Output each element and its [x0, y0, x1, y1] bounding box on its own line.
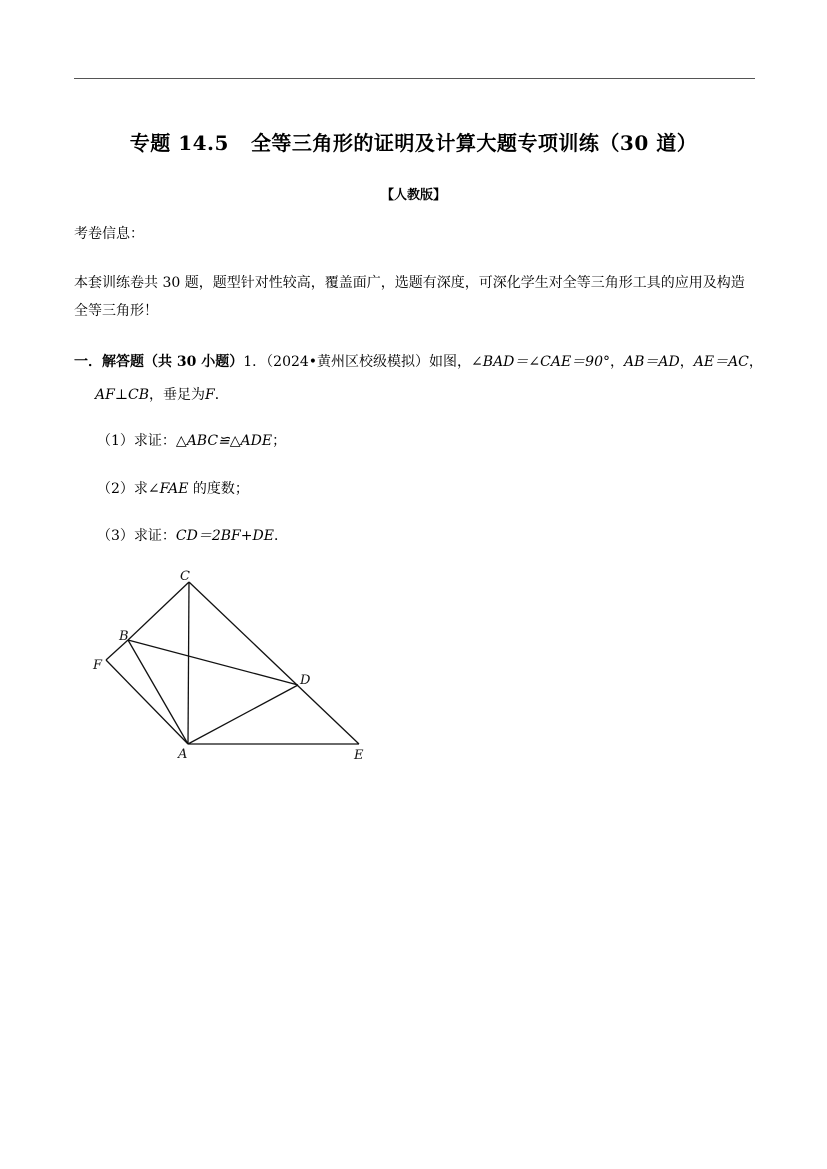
geometry-figure — [88, 562, 378, 767]
page-title — [0, 127, 827, 156]
sub-question-label: （1）求证： — [97, 433, 176, 449]
sub-question-expr: CD＝2BF+DE — [175, 528, 274, 544]
question-1-line-1 — [74, 349, 763, 375]
foot-text: ，垂足为 — [149, 387, 205, 403]
edition-label: 【人教版】 — [380, 188, 446, 203]
point-label-a: A — [178, 747, 188, 762]
segment-bd — [128, 640, 298, 685]
sub-question-tail: 的度数； — [188, 481, 249, 497]
point-label-e: E — [354, 748, 364, 763]
sub-question-expr: △ABC≌△ADE — [175, 433, 273, 449]
segment-ca — [188, 582, 189, 744]
question-number: 1． — [243, 354, 267, 370]
section-heading: 一．解答题（共 30 小题） — [74, 354, 244, 370]
header-rule — [74, 78, 755, 79]
title-topic-number: 专题 14.5 — [129, 131, 229, 155]
condition-perpendicular: AF⊥CB — [95, 387, 149, 403]
question-1-line-2 — [95, 382, 229, 408]
point-label-c: C — [180, 569, 190, 584]
exam-info-label: 考卷信息： — [74, 226, 144, 242]
point-label-f: F — [93, 658, 103, 673]
separator: ， — [748, 354, 763, 370]
sub-question-label: （2）求 — [97, 481, 148, 497]
intro-paragraph: 本套训练卷共 30 题，题型针对性较高，覆盖面广，选题有深度，可深化学生对全等三角形工具的应用及构造全等三角形！ — [74, 275, 745, 319]
condition-ae-ac: AE＝AC — [693, 354, 749, 370]
title-topic-name: 全等三角形的证明及计算大题专项训练（30 道） — [250, 131, 698, 155]
sub-question-tail: ； — [272, 433, 287, 449]
question-source: （2024•黄州区校级模拟）如图， — [266, 354, 472, 370]
point-label-d: D — [300, 673, 311, 688]
point-label-b: B — [119, 629, 129, 644]
sub-question-expr: ∠FAE — [147, 481, 189, 497]
period: ． — [214, 387, 229, 403]
sub-question-2 — [97, 476, 249, 502]
separator: ， — [610, 354, 624, 370]
sub-question-tail: ． — [273, 528, 288, 544]
condition-angles: ∠BAD＝∠CAE＝90° — [471, 354, 610, 370]
sub-question-3 — [97, 523, 288, 549]
segment-bc — [128, 582, 189, 640]
sub-question-label: （3）求证： — [97, 528, 176, 544]
foot-point: F — [205, 387, 215, 403]
segment-ad — [188, 685, 298, 744]
sub-question-1 — [97, 428, 286, 454]
separator: ， — [679, 354, 694, 370]
condition-ab-ad: AB＝AD — [624, 354, 680, 370]
